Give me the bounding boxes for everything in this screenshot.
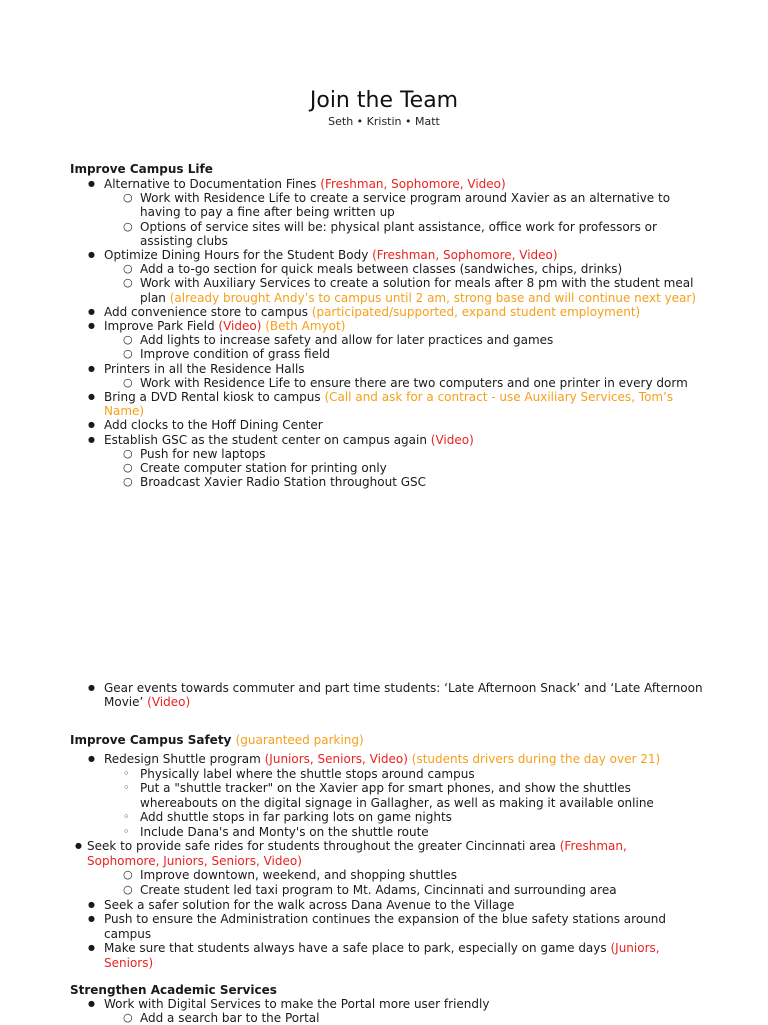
list-item (104, 752, 660, 766)
list-item (140, 781, 631, 795)
list-item (140, 883, 617, 897)
bullet-disc-icon: ● (88, 306, 95, 316)
list-item (104, 695, 190, 709)
list-item (104, 362, 305, 376)
list-item-text: having to pay a fine after being written up (140, 205, 395, 220)
bullet-disc-icon: ● (88, 899, 95, 909)
list-item-tag: (Video) (218, 319, 262, 333)
bullet-circle-icon: ○ (123, 219, 133, 233)
list-item-text: Seek a safer solution for the walk across Dana Avenue to the Village (104, 897, 515, 912)
list-item (140, 447, 265, 461)
list-item-text: Add clocks to the Hoff Dining Center (104, 418, 323, 433)
bullet-disc-icon: ● (88, 321, 95, 330)
list-item-text: Options of service sites will be: physical plant assistance, office work for professors or (140, 219, 657, 234)
list-item (104, 997, 489, 1011)
list-item (104, 248, 558, 262)
list-item-tag: (Juniors, Seniors, Video) (264, 752, 408, 766)
list-item (140, 276, 693, 290)
list-item-text: Create student led taxi program to Mt. Adams, Cincinnati and surrounding area (140, 882, 617, 897)
list-item-note: (Call and ask for a contract - use Auxiliary Services, Tom’s (324, 390, 674, 404)
bullet-disc-icon: ● (88, 392, 95, 401)
bullet-circle-icon: ◦ (123, 766, 130, 780)
document-title: Join the Team (309, 88, 459, 113)
list-item (104, 177, 506, 191)
list-item-tag: (Freshman, Sophomore, Video) (320, 177, 506, 191)
section-heading-text: Improve Campus Safety (70, 733, 236, 747)
list-item-tag: (Freshman, (559, 839, 627, 854)
list-item (140, 205, 395, 219)
list-item (140, 191, 670, 205)
list-item (104, 956, 153, 970)
list-item (104, 898, 514, 912)
list-item-text: Printers in all the Residence Halls (104, 361, 305, 376)
bullet-circle-icon: ○ (123, 276, 133, 290)
list-item-text: Redesign Shuttle program (104, 752, 265, 766)
bullet-disc-icon: ● (88, 683, 95, 692)
section-heading (70, 162, 213, 176)
bullet-disc-icon: ● (88, 943, 95, 953)
list-item-text: Improve Park Field (104, 319, 219, 333)
list-item (104, 941, 660, 955)
list-item-tag: (Video) (147, 695, 191, 710)
list-item (104, 404, 144, 418)
bullet-disc-icon: ● (88, 363, 95, 373)
bullet-disc-icon: ● (88, 914, 95, 924)
section-heading-text: Strengthen Academic Services (70, 983, 277, 997)
list-item-text: Gear events towards commuter and part time students: ‘Late Afternoon Snack’ and ‘Late Afternoon (104, 681, 703, 695)
list-item-text: Broadcast Xavier Radio Station throughout GSC (140, 475, 427, 490)
list-item-text: Push for new laptops (140, 446, 266, 461)
bullet-circle-icon: ○ (123, 375, 133, 389)
section-heading-text: Improve Campus Life (70, 162, 213, 176)
bullet-circle-icon: ○ (123, 333, 133, 347)
list-item (140, 825, 429, 839)
section-heading (70, 733, 364, 747)
list-item-text: Make sure that students always have a safe place to park, especially on game days (104, 941, 611, 956)
list-item (140, 376, 688, 390)
list-item-text: Work with Residence Life to ensure there are two computers and one printer in every dorm (140, 375, 688, 390)
bullet-circle-icon: ◦ (123, 810, 130, 824)
list-item-text: Add a to-go section for quick meals between classes (sandwiches, chips, drinks) (140, 262, 623, 277)
list-item-text: Physically label where the shuttle stops around campus (140, 766, 475, 781)
list-item-text: Improve condition of grass field (140, 347, 330, 362)
list-item (104, 912, 666, 926)
list-item (104, 433, 474, 447)
list-item-tag: Sophomore, Juniors, Seniors, Video) (87, 853, 302, 868)
list-item (104, 927, 151, 941)
list-item-tag: (Video) (430, 432, 474, 447)
list-item (140, 333, 553, 347)
list-item (104, 319, 345, 333)
list-item-note: (already brought Andy’s to campus until 2 am, strong base and will continue next year) (169, 290, 697, 305)
bullet-circle-icon: ○ (123, 868, 133, 882)
list-item-text: Push to ensure the Administration continues the expansion of the blue safety stations around (104, 912, 666, 927)
bullet-circle-icon: ○ (123, 475, 133, 489)
list-item-text: Work with Digital Services to make the Portal more user friendly (104, 997, 490, 1011)
list-item-tag: (Freshman, Sophomore, Video) (372, 248, 558, 262)
bullet-disc-icon: ● (88, 420, 95, 430)
list-item-text: Establish GSC as the student center on campus again (104, 432, 431, 447)
bullet-circle-icon: ○ (123, 461, 133, 474)
section-heading-note: (guaranteed parking) (235, 733, 364, 747)
list-item-text: Work with Auxiliary Services to create a solution for meals after 8 pm with the student meal (140, 276, 694, 291)
list-item-text: Add a search bar to the Portal (140, 1011, 320, 1025)
list-item-note: (Beth Amyot) (261, 319, 346, 333)
list-item (140, 796, 654, 810)
bullet-disc-icon: ● (88, 754, 95, 763)
list-item-text: Alternative to Documentation Fines (104, 177, 321, 191)
list-item-text: Add shuttle stops in far parking lots on game nights (140, 810, 452, 825)
list-item-text: plan (140, 290, 170, 305)
section-heading (70, 983, 277, 997)
bullet-disc-icon: ● (88, 999, 95, 1008)
list-item (140, 767, 475, 781)
bullet-circle-icon: ◦ (123, 824, 130, 838)
list-item-text: Include Dana's and Monty's on the shuttle route (140, 824, 429, 839)
list-item-text: assisting clubs (140, 233, 228, 248)
list-item-text: Movie’ (104, 695, 148, 710)
bullet-circle-icon: ○ (123, 262, 133, 276)
list-item-text: Add lights to increase safety and allow for later practices and games (140, 333, 554, 348)
list-item-note: Name) (104, 404, 145, 419)
document-authors: Seth • Kristin • Matt (328, 115, 440, 128)
list-item-text: Add convenience store to campus (104, 304, 312, 319)
bullet-disc-icon: ● (88, 179, 95, 188)
list-item-text: campus (104, 926, 152, 941)
list-item-tag: Seniors) (104, 955, 154, 970)
list-item (140, 262, 622, 276)
list-item (140, 810, 452, 824)
list-item-text: Create computer station for printing only (140, 461, 387, 475)
list-item-text: whereabouts on the digital signage in Gallagher, as well as making it available online (140, 795, 654, 810)
list-item (104, 681, 703, 695)
list-item (140, 868, 457, 882)
list-item (104, 305, 640, 319)
list-item (140, 291, 696, 305)
list-item (87, 839, 627, 853)
list-item-text: Optimize Dining Hours for the Student Body (104, 248, 373, 262)
list-item (140, 220, 657, 234)
list-item-text: Seek to provide safe rides for students throughout the greater Cincinnati area (87, 839, 560, 854)
list-item-text: Bring a DVD Rental kiosk to campus (104, 390, 325, 404)
list-item (104, 418, 323, 432)
list-item-text: Work with Residence Life to create a service program around Xavier as an alternative to (140, 191, 671, 206)
bullet-circle-icon: ○ (123, 446, 133, 460)
bullet-disc-icon: ● (75, 841, 82, 851)
list-item-note: (students drivers during the day over 21) (407, 752, 661, 766)
list-item-text: Improve downtown, weekend, and shopping shuttles (140, 868, 458, 883)
list-item-tag: (Juniors, (610, 941, 660, 956)
list-item (87, 854, 302, 868)
bullet-disc-icon: ● (88, 434, 95, 444)
list-item (140, 1011, 319, 1025)
list-item (140, 475, 426, 489)
bullet-circle-icon: ○ (123, 882, 133, 896)
list-item (140, 234, 228, 248)
bullet-circle-icon: ○ (123, 347, 133, 361)
list-item-text: Put a "shuttle tracker" on the Xavier app for smart phones, and show the shuttles (140, 781, 631, 796)
list-item (140, 347, 330, 361)
bullet-disc-icon: ● (88, 250, 95, 259)
list-item-note: (participated/supported, expand student employment) (311, 304, 641, 319)
list-item (140, 461, 387, 475)
list-item (104, 390, 673, 404)
bullet-circle-icon: ○ (123, 1011, 133, 1025)
bullet-circle-icon: ◦ (123, 781, 130, 795)
bullet-circle-icon: ○ (123, 191, 133, 205)
